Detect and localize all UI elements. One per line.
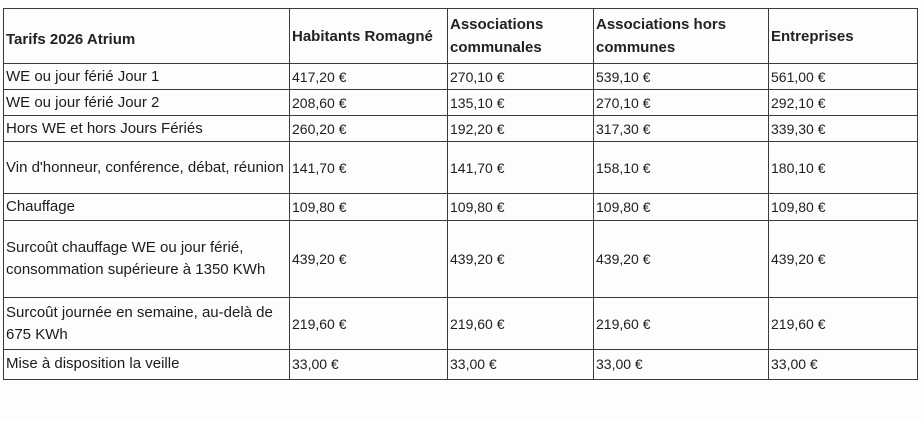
table-row [4,64,918,90]
table-row [4,221,918,298]
price-cell: 270,10 € [594,90,769,116]
price-cell: 439,20 € [448,221,594,298]
price-cell: 109,80 € [448,194,594,221]
price-cell: 439,20 € [769,221,918,298]
row-label: WE ou jour férié Jour 2 [4,90,290,116]
table-row [4,116,918,142]
row-label: WE ou jour férié Jour 1 [4,64,290,90]
price-cell: 339,30 € [769,116,918,142]
price-cell: 260,20 € [290,116,448,142]
price-cell: 208,60 € [290,90,448,116]
table-row [4,90,918,116]
price-cell: 539,10 € [594,64,769,90]
price-cell: 141,70 € [290,142,448,194]
table-row [4,194,918,221]
price-cell: 292,10 € [769,90,918,116]
price-cell: 135,10 € [448,90,594,116]
row-label: Chauffage [4,194,290,221]
header-cell-habitants: Habitants Romagné [290,9,448,64]
header-cell-entreprises: Entreprises [769,9,918,64]
price-cell: 439,20 € [290,221,448,298]
price-cell: 219,60 € [769,298,918,350]
table-header-row [4,9,918,64]
row-label: Surcoût chauffage WE ou jour férié, consommation supérieure à 1350 KWh [4,221,290,298]
price-cell: 219,60 € [448,298,594,350]
header-cell-title: Tarifs 2026 Atrium [4,9,290,64]
header-cell-associations-communales: Associations communales [448,9,594,64]
price-cell: 33,00 € [769,350,918,380]
table-row [4,142,918,194]
row-label: Mise à disposition la veille [4,350,290,380]
price-cell: 417,20 € [290,64,448,90]
price-cell: 192,20 € [448,116,594,142]
table-row [4,350,918,380]
row-label: Hors WE et hors Jours Fériés [4,116,290,142]
price-cell: 317,30 € [594,116,769,142]
row-label: Surcoût journée en semaine, au-delà de 675 KWh [4,298,290,350]
price-cell: 109,80 € [290,194,448,221]
price-cell: 33,00 € [290,350,448,380]
price-cell: 33,00 € [594,350,769,380]
price-cell: 141,70 € [448,142,594,194]
price-cell: 270,10 € [448,64,594,90]
row-label: Vin d'honneur, conférence, débat, réunion [4,142,290,194]
price-cell: 561,00 € [769,64,918,90]
table-row [4,298,918,350]
tarifs-table [3,8,918,380]
price-cell: 109,80 € [769,194,918,221]
price-cell: 219,60 € [290,298,448,350]
price-cell: 158,10 € [594,142,769,194]
price-cell: 219,60 € [594,298,769,350]
price-cell: 439,20 € [594,221,769,298]
price-cell: 109,80 € [594,194,769,221]
header-cell-associations-hors-communes: Associations hors communes [594,9,769,64]
price-cell: 180,10 € [769,142,918,194]
price-cell: 33,00 € [448,350,594,380]
